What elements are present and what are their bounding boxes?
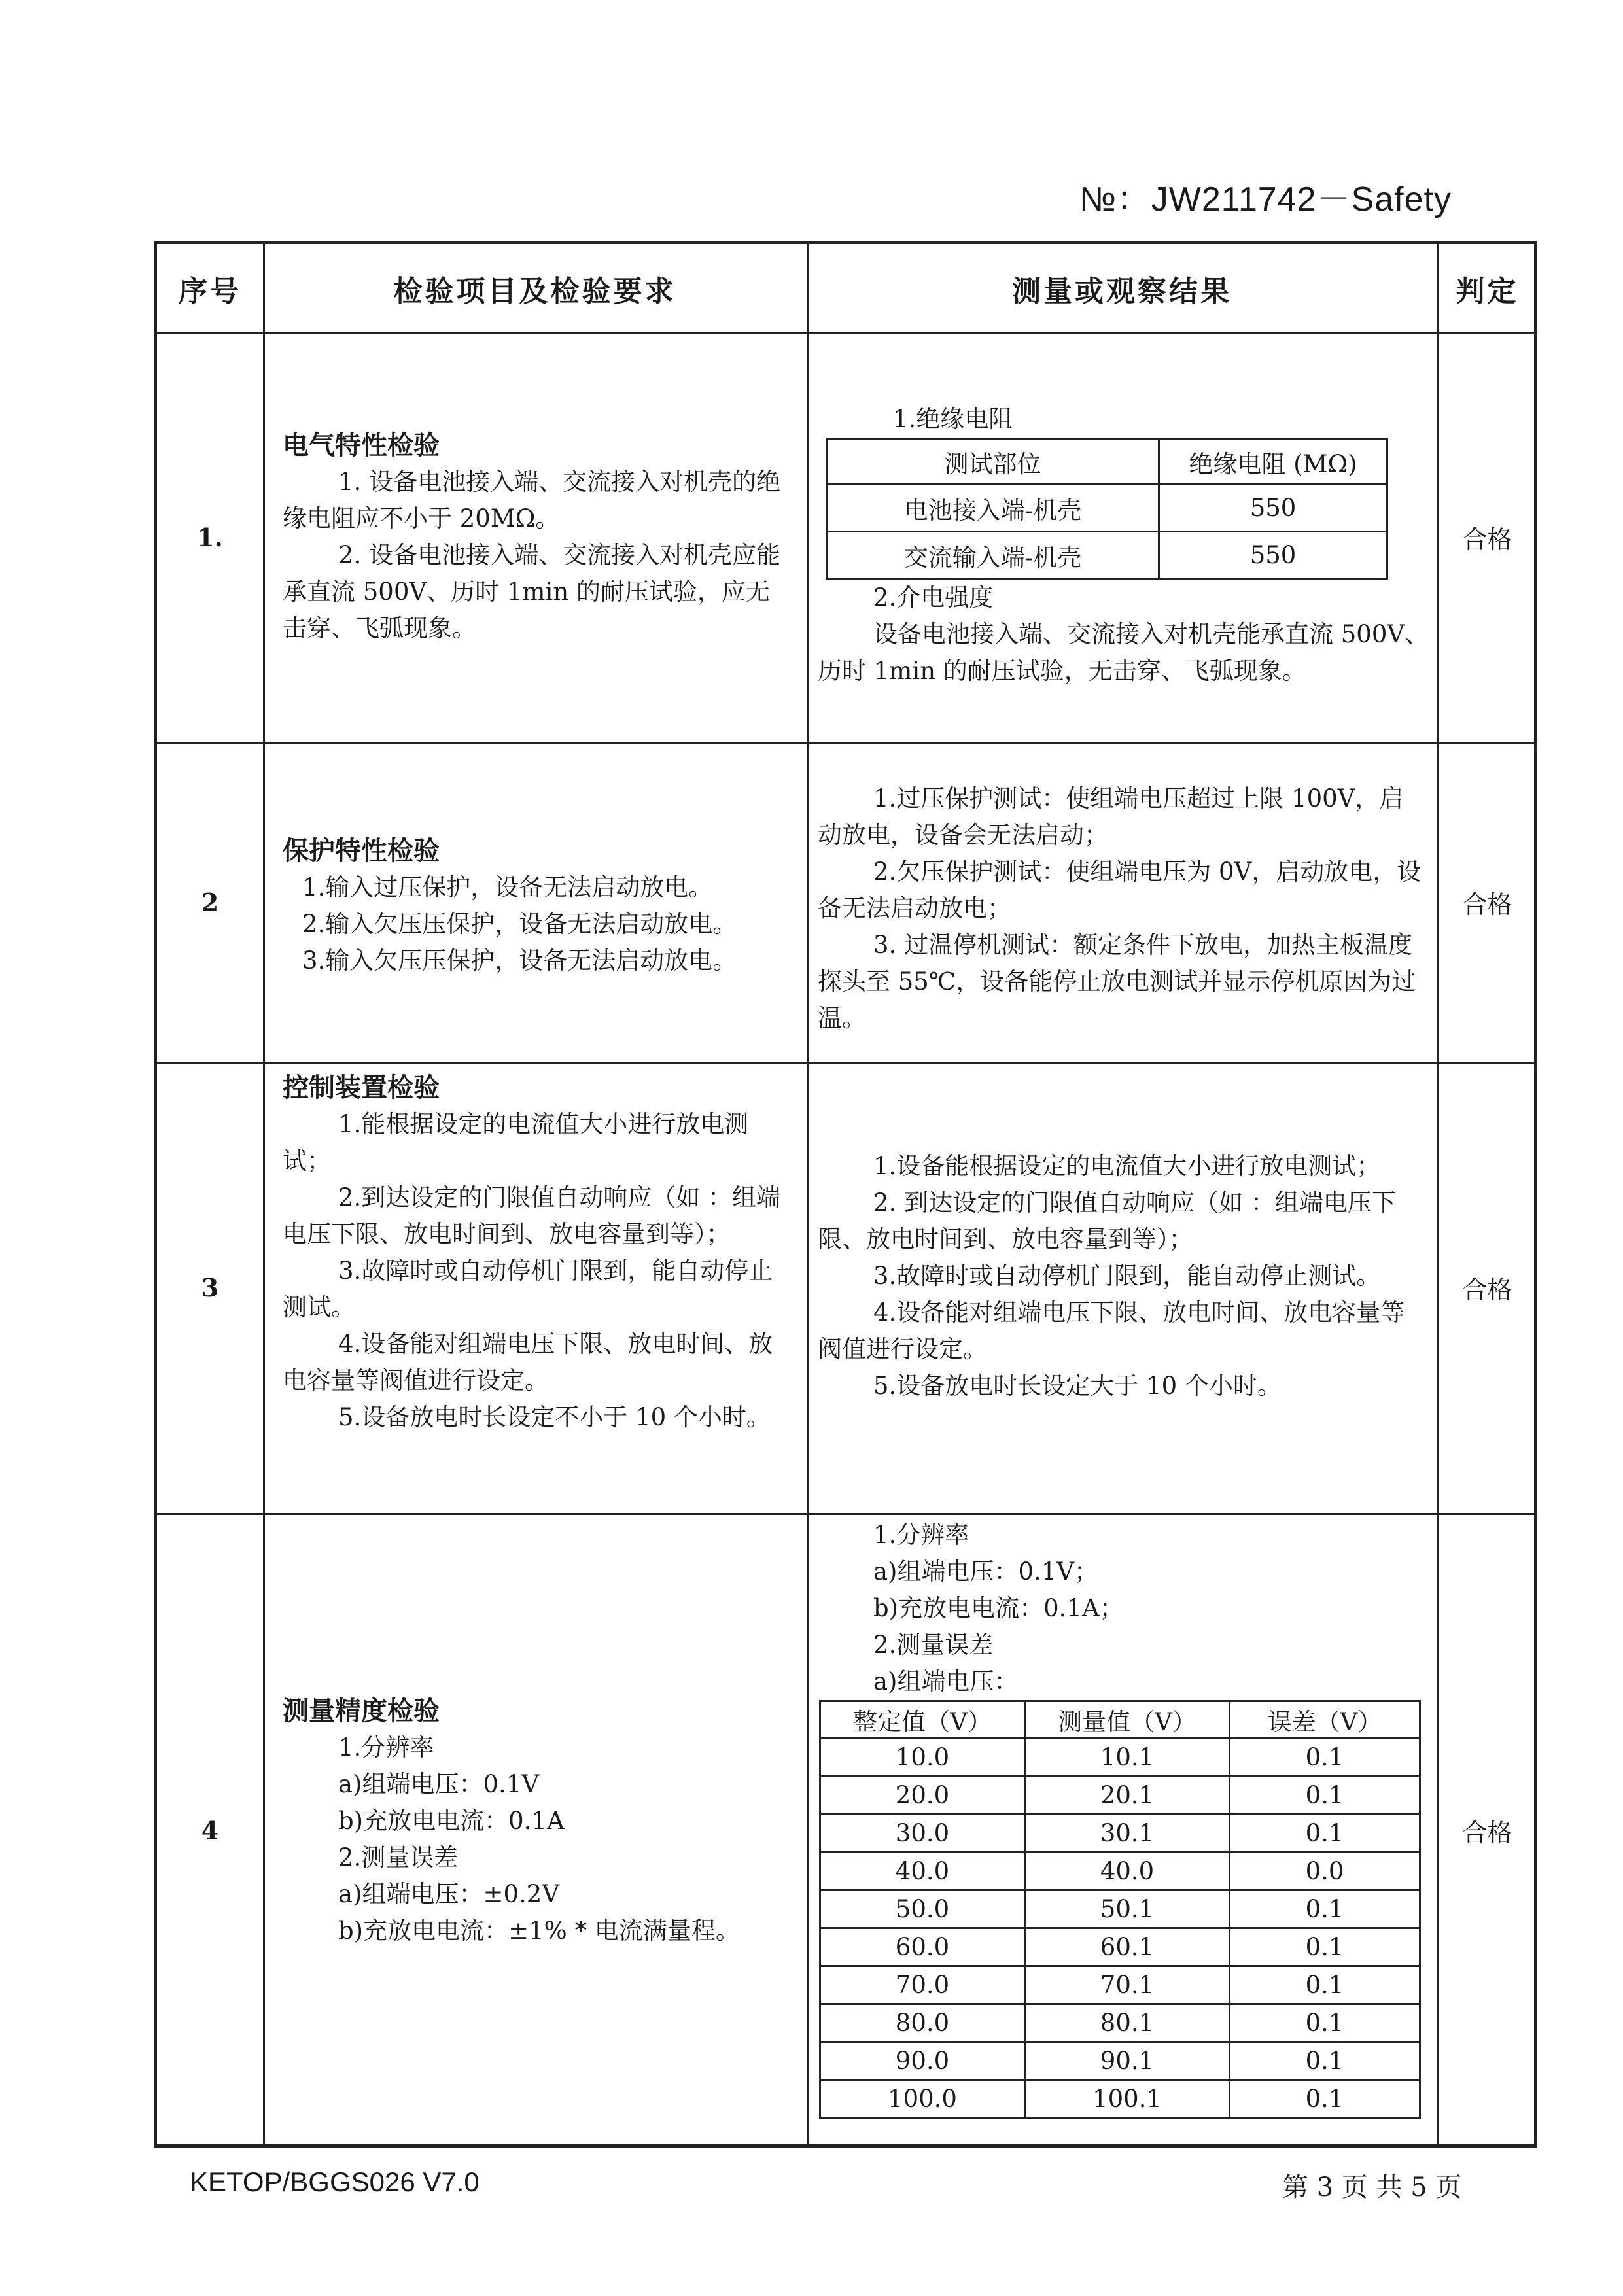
item-title: 测量精度检验 bbox=[283, 1696, 440, 1726]
result-text: 2.欠压保护测试：使组端电压为 0V，启动放电，设备无法启动放电； bbox=[818, 858, 1422, 922]
requirement-text: b)充放电电流：±1% * 电流满量程。 bbox=[338, 1917, 740, 1945]
table-cell: 20.0 bbox=[820, 1777, 1025, 1815]
table-cell: 70.0 bbox=[820, 1966, 1025, 2004]
table-row bbox=[820, 1777, 1420, 1815]
requirement-text: 2.到达设定的门限值自动响应（如 ：组端电压下限、放电时间到、放电容量到等）； bbox=[283, 1183, 781, 1248]
table-row bbox=[820, 2004, 1420, 2042]
row-result bbox=[818, 1148, 1423, 1404]
result-text: 1.过压保护测试：使组端电压超过上限 100V，启动放电，设备会无法启动； bbox=[818, 784, 1404, 849]
verdict: 合格 bbox=[1462, 1818, 1512, 1847]
row-divider bbox=[157, 742, 1534, 744]
table-row bbox=[820, 2080, 1420, 2118]
table-cell: 0.1 bbox=[1230, 1777, 1420, 1815]
requirement-text: 2.输入欠压压保护，设备无法启动放电。 bbox=[302, 910, 737, 938]
row-divider bbox=[157, 332, 1534, 334]
requirement-text: 2. 设备电池接入端、交流接入对机壳应能承直流 500V、历时 1min 的耐压试验，应无击穿、飞弧现象。 bbox=[283, 541, 781, 642]
item-title: 保护特性检验 bbox=[283, 835, 440, 866]
table-cell: 0.1 bbox=[1230, 1890, 1420, 1928]
result-text: 1.设备能根据设定的电流值大小进行放电测试； bbox=[873, 1152, 1381, 1180]
row-requirement bbox=[283, 427, 793, 647]
table-cell: 0.1 bbox=[1230, 2080, 1420, 2118]
table-cell: 0.1 bbox=[1230, 1739, 1420, 1777]
row-requirement bbox=[283, 1693, 793, 1949]
result-text: 2. 到达设定的门限值自动响应（如 ：组端电压下限、放电时间到、放电容量到等）； bbox=[818, 1189, 1396, 1253]
table-cell: 50.1 bbox=[1025, 1890, 1230, 1928]
requirement-text: 5.设备放电时长设定不小于 10 个小时。 bbox=[338, 1403, 771, 1431]
result-heading: 2.介电强度 bbox=[873, 583, 994, 612]
table-cell: 100.1 bbox=[1025, 2080, 1230, 2118]
result-text: 3.故障时或自动停机门限到，能自动停止测试。 bbox=[873, 1262, 1381, 1290]
row-requirement bbox=[283, 1070, 793, 1436]
table-cell: 90.0 bbox=[820, 2042, 1025, 2080]
table-cell: 10.0 bbox=[820, 1739, 1025, 1777]
verdict: 合格 bbox=[1462, 525, 1512, 554]
table-cell: 550 bbox=[1159, 485, 1387, 532]
page-number: 第 3 页 共 5 页 bbox=[1282, 2172, 1462, 2202]
table-header: 绝缘电阻 (MΩ) bbox=[1159, 439, 1387, 485]
row-result bbox=[818, 401, 1429, 689]
table-header: 测量值（V） bbox=[1025, 1701, 1230, 1739]
document-number: №：JW211742－Safety bbox=[1079, 181, 1452, 218]
table-header: 误差（V） bbox=[1230, 1701, 1420, 1739]
row-divider bbox=[157, 1513, 1534, 1515]
result-text: 1.分辨率 bbox=[873, 1521, 969, 1549]
table-cell: 0.1 bbox=[1230, 2042, 1420, 2080]
result-text: 5.设备放电时长设定大于 10 个小时。 bbox=[873, 1372, 1282, 1400]
row-number: 3 bbox=[201, 1272, 219, 1302]
header-item: 检验项目及检验要求 bbox=[393, 274, 676, 308]
table-cell: 电池接入端-机壳 bbox=[827, 485, 1159, 532]
row-requirement bbox=[283, 833, 793, 979]
result-text: 2.测量误差 bbox=[873, 1631, 994, 1659]
table-cell: 100.0 bbox=[820, 2080, 1025, 2118]
inspection-table bbox=[154, 241, 1537, 2148]
requirement-text: 1.输入过压保护，设备无法启动放电。 bbox=[302, 873, 713, 901]
table-cell: 90.1 bbox=[1025, 2042, 1230, 2080]
item-title: 电气特性检验 bbox=[283, 430, 440, 461]
result-text: b)充放电电流：0.1A； bbox=[873, 1594, 1124, 1622]
table-cell: 30.1 bbox=[1025, 1815, 1230, 1852]
table-cell: 40.0 bbox=[1025, 1852, 1230, 1890]
table-cell: 50.0 bbox=[820, 1890, 1025, 1928]
table-cell: 20.1 bbox=[1025, 1777, 1230, 1815]
table-header: 测试部位 bbox=[827, 439, 1159, 485]
row-result bbox=[818, 780, 1423, 1037]
table-cell: 550 bbox=[1159, 532, 1387, 579]
requirement-text: b)充放电电流：0.1A bbox=[338, 1807, 565, 1835]
table-cell: 60.1 bbox=[1025, 1928, 1230, 1966]
result-text: a)组端电压： bbox=[873, 1667, 1019, 1696]
item-title: 控制装置检验 bbox=[283, 1072, 440, 1103]
requirement-text: a)组端电压：±0.2V bbox=[338, 1880, 560, 1908]
insulation-table bbox=[826, 438, 1388, 580]
result-text: 设备电池接入端、交流接入对机壳能承直流 500V、历时 1min 的耐压试验，无击穿、飞弧现象。 bbox=[818, 620, 1429, 685]
requirement-text: 1. 设备电池接入端、交流接入对机壳的绝缘电阻应不小于 20MΩ。 bbox=[283, 468, 781, 532]
requirement-text: 4.设备能对组端电压下限、放电时间、放电容量等阀值进行设定。 bbox=[283, 1330, 773, 1395]
requirement-text: 1.能根据设定的电流值大小进行放电测试； bbox=[283, 1110, 749, 1175]
table-row bbox=[820, 1966, 1420, 2004]
table-cell: 0.1 bbox=[1230, 2004, 1420, 2042]
requirement-text: 1.分辨率 bbox=[338, 1733, 434, 1762]
row-result bbox=[818, 1517, 1429, 2119]
table-header: 整定值（V） bbox=[820, 1701, 1025, 1739]
accuracy-table bbox=[819, 1700, 1421, 2119]
table-row bbox=[820, 1739, 1420, 1777]
form-code: KETOP/BGGS026 V7.0 bbox=[190, 2166, 480, 2197]
table-row bbox=[820, 1852, 1420, 1890]
table-cell: 0.1 bbox=[1230, 1966, 1420, 2004]
table-cell: 0.1 bbox=[1230, 1815, 1420, 1852]
table-cell: 80.1 bbox=[1025, 2004, 1230, 2042]
table-cell: 10.1 bbox=[1025, 1739, 1230, 1777]
row-number: 4 bbox=[201, 1815, 219, 1845]
table-row bbox=[820, 2042, 1420, 2080]
row-number: 1. bbox=[197, 523, 223, 552]
table-cell: 40.0 bbox=[820, 1852, 1025, 1890]
requirement-text: a)组端电压：0.1V bbox=[338, 1770, 540, 1798]
table-cell: 0.0 bbox=[1230, 1852, 1420, 1890]
requirement-text: 2.测量误差 bbox=[338, 1843, 459, 1871]
table-row bbox=[820, 1890, 1420, 1928]
verdict: 合格 bbox=[1462, 1275, 1512, 1304]
table-row bbox=[820, 1928, 1420, 1966]
row-divider bbox=[157, 1062, 1534, 1064]
table-cell: 60.0 bbox=[820, 1928, 1025, 1966]
result-text: 3. 过温停机测试：额定条件下放电，加热主板温度探头至 55℃，设备能停止放电测试并显示停机原因为过温。 bbox=[818, 931, 1416, 1032]
requirement-text: 3.故障时或自动停机门限到，能自动停止测试。 bbox=[283, 1257, 773, 1321]
header-verdict: 判定 bbox=[1456, 274, 1519, 308]
verdict: 合格 bbox=[1462, 890, 1512, 919]
header-serial: 序号 bbox=[179, 274, 241, 308]
table-cell: 70.1 bbox=[1025, 1966, 1230, 2004]
column-divider bbox=[263, 244, 265, 2144]
header-result: 测量或观察结果 bbox=[1012, 274, 1232, 308]
table-row bbox=[820, 1815, 1420, 1852]
result-text: 4.设备能对组端电压下限、放电时间、放电容量等阀值进行设定。 bbox=[818, 1298, 1405, 1363]
table-cell: 交流输入端-机壳 bbox=[827, 532, 1159, 579]
requirement-text: 3.输入欠压压保护，设备无法启动放电。 bbox=[302, 947, 737, 975]
row-number: 2 bbox=[201, 887, 219, 917]
result-heading: 1.绝缘电阻 bbox=[893, 405, 1013, 433]
result-text: a)组端电压：0.1V； bbox=[873, 1557, 1099, 1586]
table-cell: 30.0 bbox=[820, 1815, 1025, 1852]
table-cell: 80.0 bbox=[820, 2004, 1025, 2042]
column-divider bbox=[807, 244, 809, 2144]
table-cell: 0.1 bbox=[1230, 1928, 1420, 1966]
